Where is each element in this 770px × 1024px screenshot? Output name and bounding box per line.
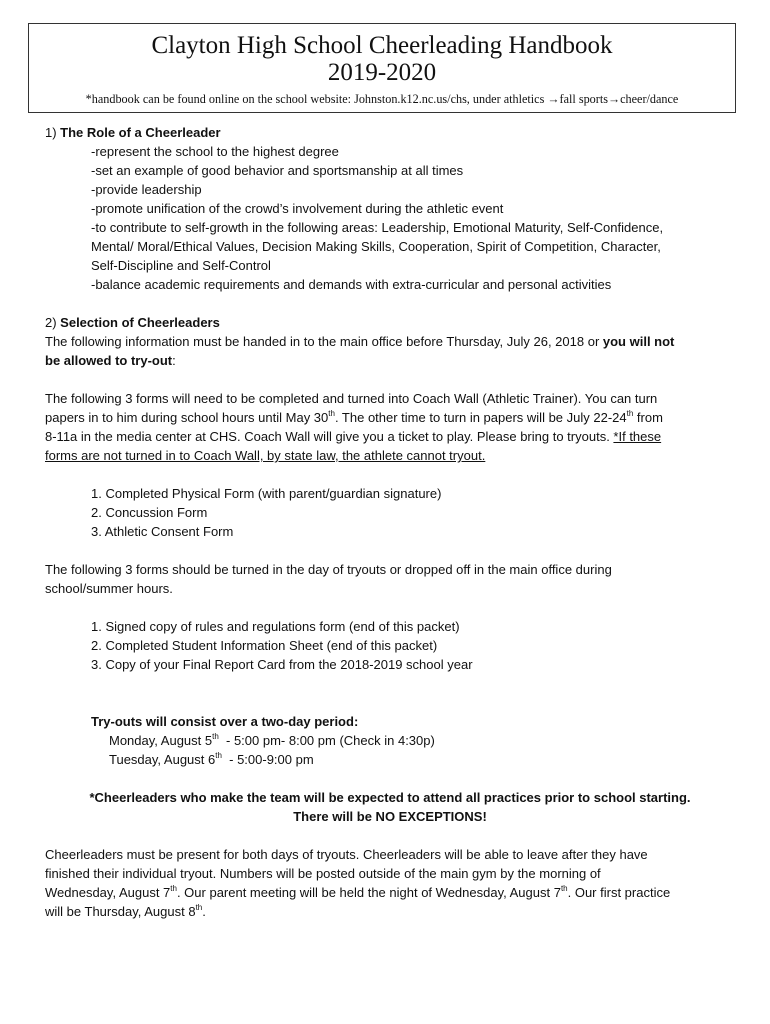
no-exceptions-notice: [45, 807, 735, 826]
list-item: -represent the school to the highest degree: [91, 144, 339, 159]
bold-text: There will be NO EXCEPTIONS!: [293, 809, 487, 824]
superscript: th: [215, 750, 222, 760]
practice-notice: [45, 788, 735, 807]
text-run: :: [172, 353, 176, 368]
paragraph-line: [45, 427, 735, 446]
tryout-day: [45, 731, 735, 750]
arrow-right-icon: →: [607, 92, 621, 106]
list-item: 3. Athletic Consent Form: [91, 524, 234, 539]
handbook-year: 2019-2020: [327, 59, 437, 86]
section-number: 1): [45, 125, 61, 140]
underlined-text: *If these: [613, 429, 662, 444]
paragraph-line: Cheerleaders must be present for both days of tryouts. Cheerleaders will be able to leave after they have: [45, 847, 648, 862]
text-run: Wednesday, August 7: [45, 885, 171, 900]
list-item: 1. Completed Physical Form (with parent/guardian signature): [91, 486, 442, 501]
text-run: Tuesday, August 6: [109, 752, 216, 767]
underlined-text: forms are not turned in to Coach Wall, by state law, the athlete cannot tryout.: [45, 448, 486, 463]
superscript: th: [328, 408, 335, 418]
tryouts-heading: [45, 712, 735, 731]
text-run: . The other time to turn in papers will be July 22-24: [334, 410, 627, 425]
text-run: - 5:00 pm- 8:00 pm (Check in 4:30p): [218, 733, 435, 748]
paragraph-line: [45, 408, 735, 427]
arrow-right-icon: →: [547, 92, 560, 106]
note-text-3: cheer/dance: [620, 92, 679, 106]
handbook-body: [45, 123, 735, 921]
list-item: -set an example of good behavior and sportsmanship at all times: [91, 163, 464, 178]
text-run: papers in to him during school hours until May 30: [45, 410, 329, 425]
text-run: Monday, August 5: [109, 733, 213, 748]
text-run: 8-11a in the media center at CHS. Coach Wall will give you a ticket to play. Please bring to tryouts.: [45, 429, 614, 444]
list-item: -provide leadership: [91, 182, 202, 197]
paragraph-line: [45, 883, 735, 902]
paragraph-line: The following 3 forms should be turned in the day of tryouts or dropped off in the main office during: [45, 562, 612, 577]
text-run: The following information must be handed in to the main office before Thursday, July 26, 2018 or: [45, 334, 603, 349]
tryout-day: [45, 750, 735, 769]
note-text-1: *handbook can be found online on the school website: Johnston.k12.nc.us/chs, under athletics: [85, 92, 548, 106]
paragraph-line: [45, 332, 735, 351]
list-item: -to contribute to self-growth in the following areas: Leadership, Emotional Maturity, Self-Confidence,: [91, 220, 664, 235]
list-item: 2. Concussion Form: [91, 505, 208, 520]
handbook-title: Clayton High School Cheerleading Handbook: [151, 32, 613, 59]
paragraph-line: [45, 902, 735, 921]
paragraph-line: finished their individual tryout. Numbers will be posted outside of the main gym by the morning of: [45, 866, 601, 881]
superscript: th: [560, 883, 568, 893]
handbook-location-note: [29, 91, 735, 107]
text-run: .: [202, 904, 206, 919]
text-run: - 5:00-9:00 pm: [221, 752, 314, 767]
bold-text: you will not: [602, 334, 675, 349]
paragraph-line: The following 3 forms will need to be completed and turned into Coach Wall (Athletic Trainer). You can turn: [45, 391, 658, 406]
list-item: Self-Discipline and Self-Control: [91, 258, 271, 273]
superscript: th: [170, 883, 177, 893]
list-item: 1. Signed copy of rules and regulations form (end of this packet): [91, 619, 460, 634]
section-number: 2): [45, 315, 61, 330]
section-heading-role: [45, 123, 735, 142]
list-item: Mental/ Moral/Ethical Values, Decision Making Skills, Cooperation, Spirit of Competition, Character,: [91, 239, 661, 254]
bold-text: be allowed to try-out: [45, 353, 173, 368]
text-run: from: [633, 410, 663, 425]
paragraph-line: [45, 446, 735, 465]
list-item: -promote unification of the crowd’s involvement during the athletic event: [91, 201, 504, 216]
list-item: -balance academic requirements and demands with extra-curricular and personal activities: [91, 277, 612, 292]
paragraph-line: [45, 351, 735, 370]
paragraph-line: school/summer hours.: [45, 581, 173, 596]
text-run: will be Thursday, August 8: [45, 904, 196, 919]
section-title: The Role of a Cheerleader: [60, 125, 221, 140]
text-run: . Our first practice: [567, 885, 671, 900]
superscript: th: [212, 731, 219, 741]
bold-text: *Cheerleaders who make the team will be expected to attend all practices prior to school starting.: [89, 790, 691, 805]
bold-text: Try-outs will consist over a two-day period:: [91, 714, 359, 729]
superscript: th: [626, 408, 634, 418]
list-item: 3. Copy of your Final Report Card from the 2018-2019 school year: [91, 657, 473, 672]
handbook-header-box: [28, 23, 736, 113]
section-title: Selection of Cheerleaders: [60, 315, 220, 330]
note-text-2: fall sports: [559, 92, 608, 106]
list-item: 2. Completed Student Information Sheet (end of this packet): [91, 638, 438, 653]
text-run: . Our parent meeting will be held the night of Wednesday, August 7: [176, 885, 561, 900]
section-heading-selection: [45, 313, 735, 332]
superscript: th: [195, 902, 203, 912]
